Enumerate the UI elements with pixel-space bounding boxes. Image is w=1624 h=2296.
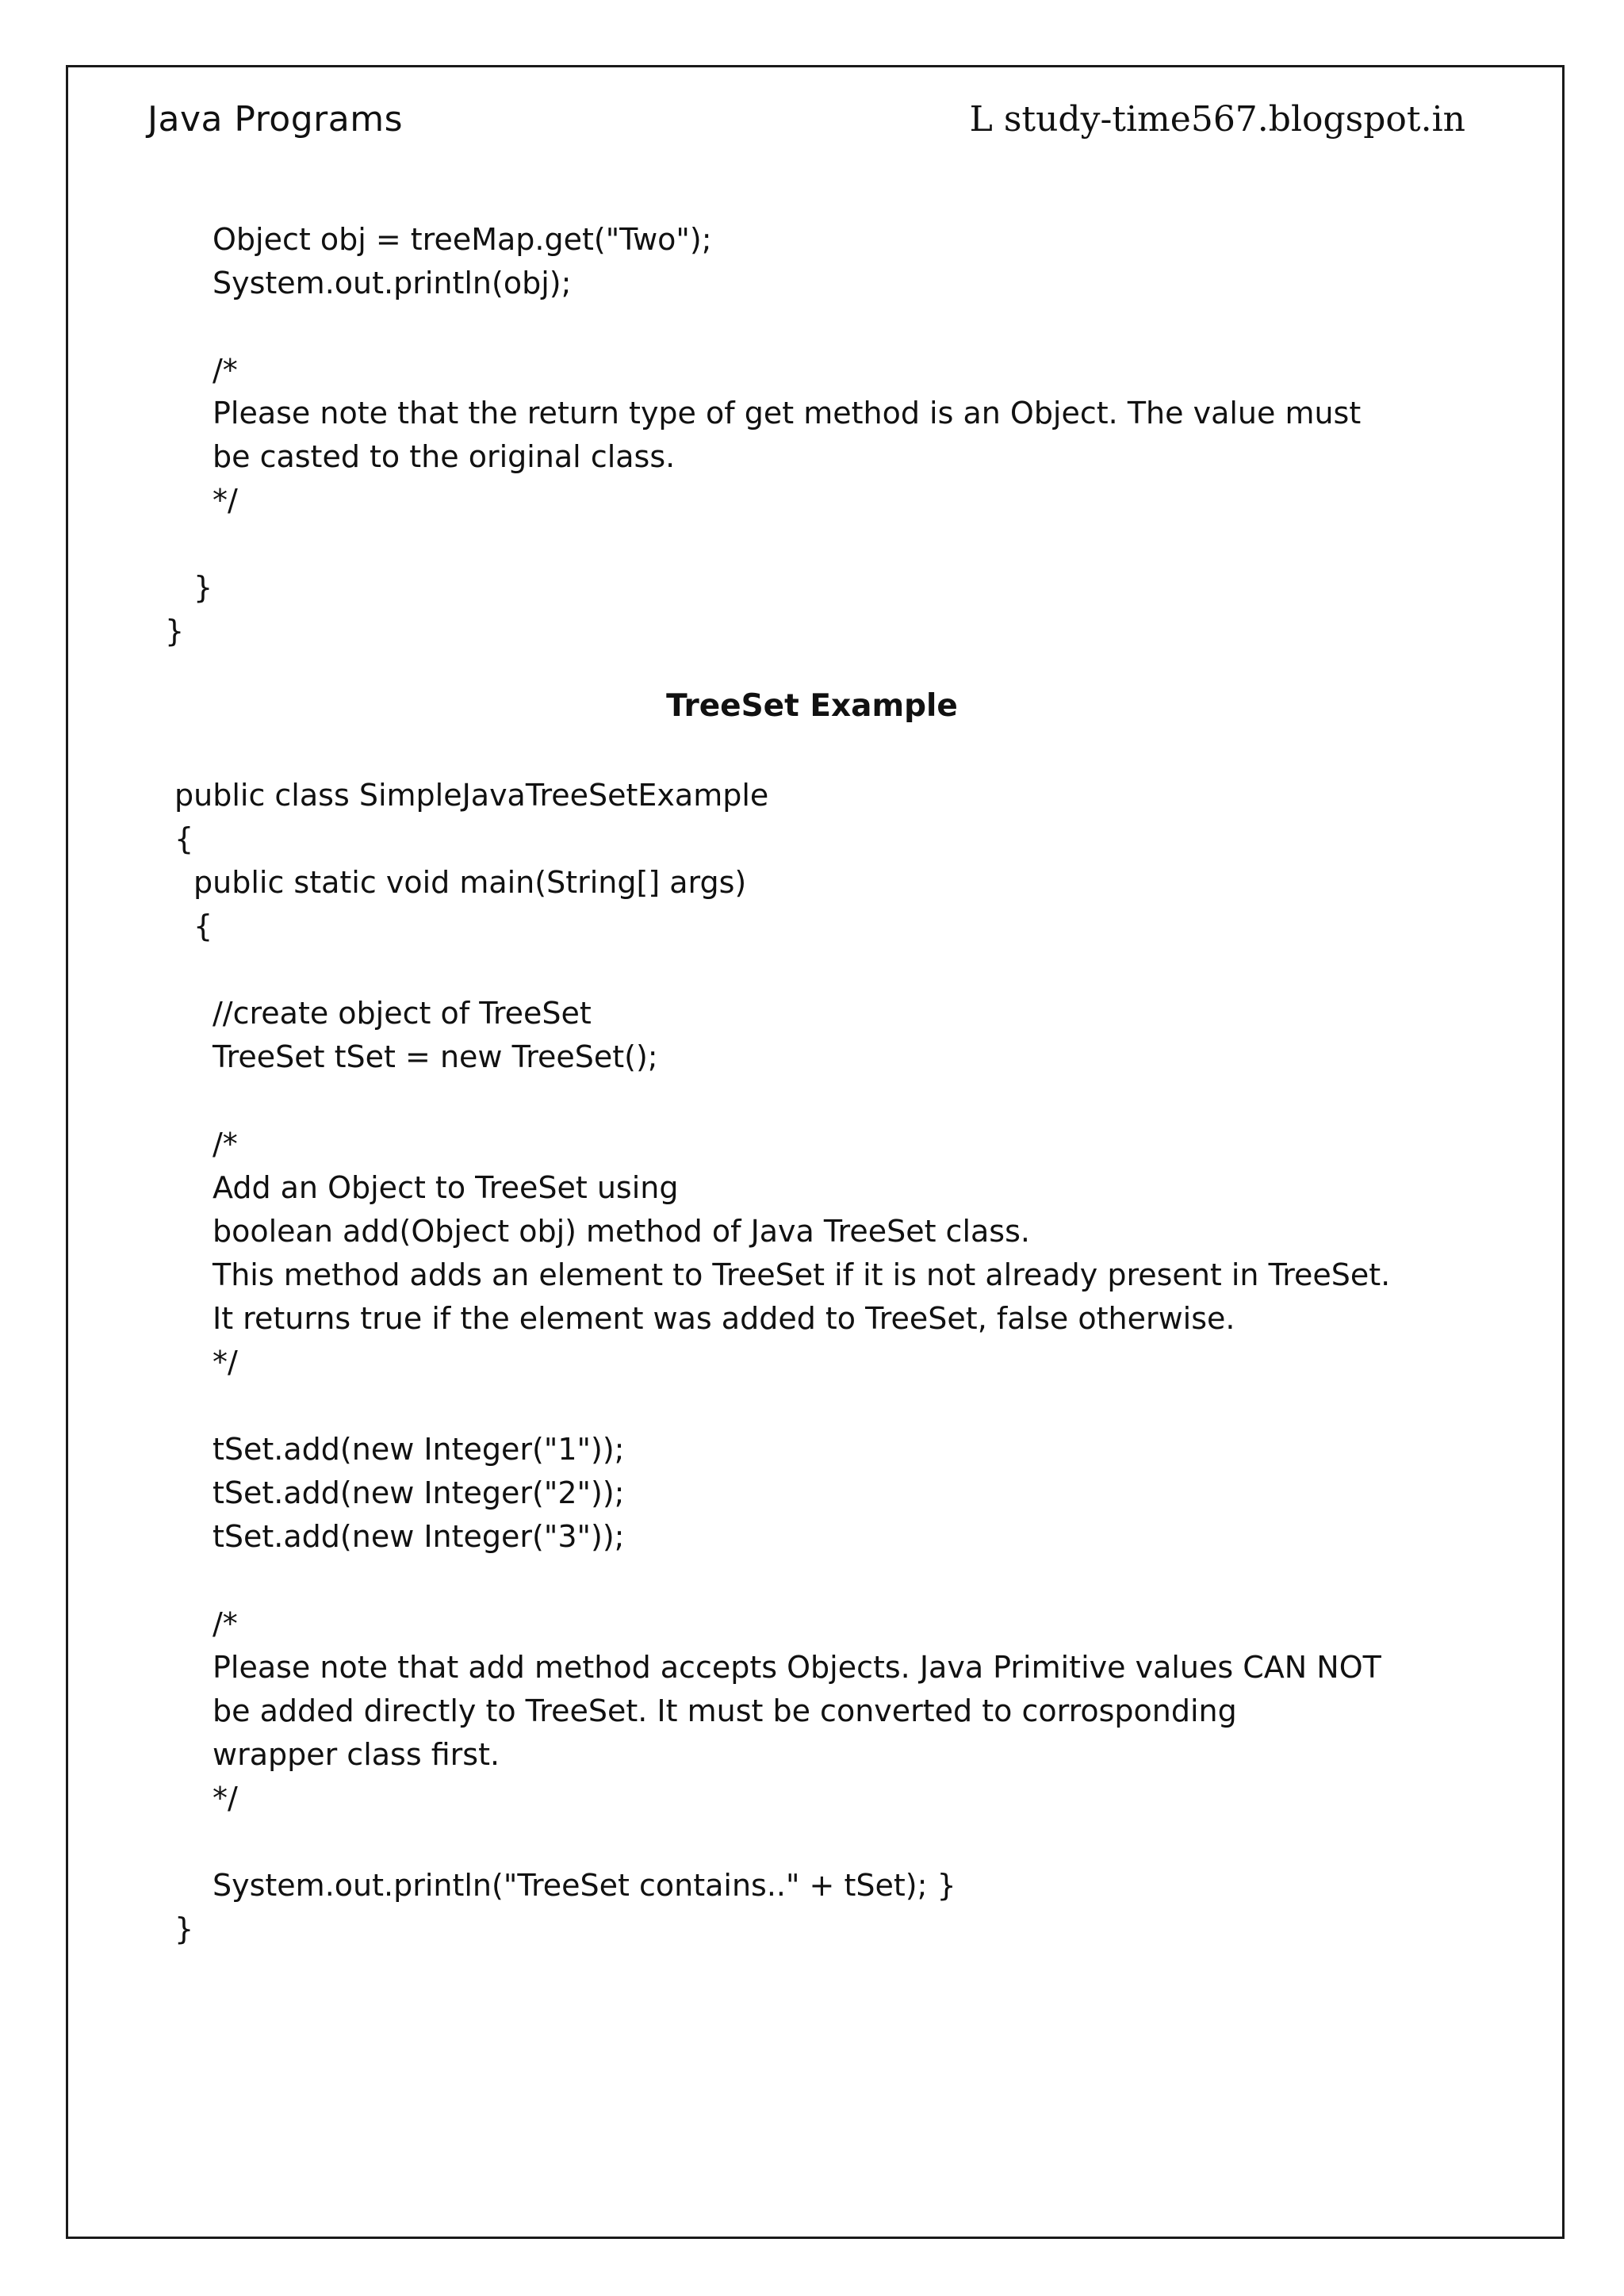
comment-line: boolean add(Object obj) method of Java TreeSet class. [213, 1214, 1030, 1249]
code-line: System.out.println("TreeSet contains.." + tSet); } [213, 1868, 956, 1903]
header-blog-url: L study-time567.blogspot.in [969, 99, 1465, 140]
comment-line: */ [213, 483, 238, 518]
comment-line: //create object of TreeSet [213, 996, 592, 1031]
comment-line: It returns true if the element was added to TreeSet, false otherwise. [213, 1301, 1235, 1336]
section-title: TreeSet Example [666, 688, 958, 724]
code-line: tSet.add(new Integer("3")); [213, 1519, 625, 1554]
comment-line: /* [213, 1127, 238, 1161]
comment-line: wrapper class first. [213, 1737, 500, 1772]
comment-line: This method adds an element to TreeSet if it is not already present in TreeSet. [213, 1257, 1391, 1292]
comment-line: /* [213, 353, 238, 388]
code-line: TreeSet tSet = new TreeSet(); [213, 1039, 658, 1074]
comment-line: Please note that the return type of get method is an Object. The value must [213, 396, 1362, 430]
comment-line: be casted to the original class. [213, 439, 676, 474]
comment-line: */ [213, 1345, 238, 1380]
comment-line: Please note that add method accepts Objects. Java Primitive values CAN NOT [213, 1650, 1381, 1685]
comment-line: be added directly to TreeSet. It must be converted to corrosponding [213, 1693, 1237, 1728]
code-line: { [193, 909, 213, 943]
code-line: public static void main(String[] args) [193, 865, 747, 900]
code-line: } [165, 614, 185, 649]
code-line: tSet.add(new Integer("1")); [213, 1432, 625, 1467]
code-line: public class SimpleJavaTreeSetExample [174, 778, 769, 813]
code-line: { [174, 821, 194, 856]
code-line: } [174, 1911, 194, 1946]
header-title: Java Programs [147, 99, 403, 140]
code-line: Object obj = treeMap.get("Two"); [213, 222, 712, 257]
comment-line: /* [213, 1606, 238, 1641]
code-line: System.out.println(obj); [213, 266, 572, 300]
code-line: } [193, 570, 213, 605]
code-line: tSet.add(new Integer("2")); [213, 1475, 625, 1510]
comment-line: Add an Object to TreeSet using [213, 1170, 679, 1205]
comment-line: */ [213, 1781, 238, 1816]
